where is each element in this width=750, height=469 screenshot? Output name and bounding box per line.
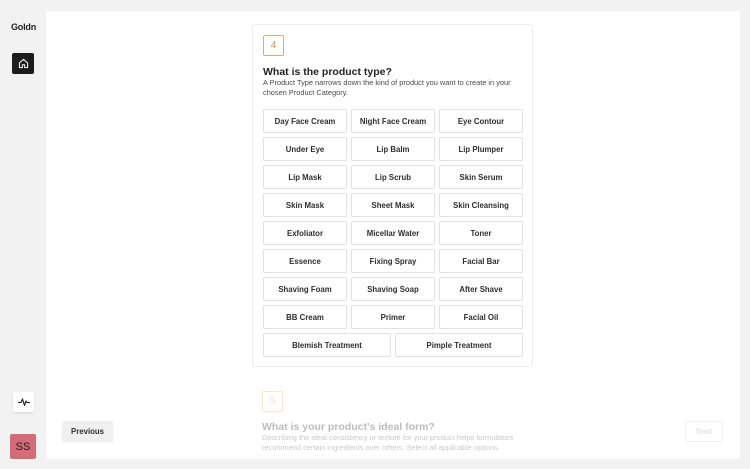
option-essence[interactable]: Essence [263, 249, 347, 273]
home-nav-button[interactable] [12, 53, 34, 74]
option-sheet-mask[interactable]: Sheet Mask [351, 193, 435, 217]
question-description: A Product Type narrows down the kind of product you want to create in your chosen Product Category. [263, 78, 511, 97]
option-skin-cleansing[interactable]: Skin Cleansing [439, 193, 523, 217]
option-shaving-soap[interactable]: Shaving Soap [351, 277, 435, 301]
option-pimple-treatment[interactable]: Pimple Treatment [395, 333, 523, 357]
product-form-card [252, 381, 533, 459]
option-fixing-spray[interactable]: Fixing Spray [351, 249, 435, 273]
previous-button[interactable]: Previous [62, 421, 113, 442]
next-button[interactable]: Next [685, 421, 723, 442]
option-night-face-cream[interactable]: Night Face Cream [351, 109, 435, 133]
activity-button[interactable] [13, 392, 34, 412]
option-primer[interactable]: Primer [351, 305, 435, 329]
option-micellar-water[interactable]: Micellar Water [351, 221, 435, 245]
option-facial-bar[interactable]: Facial Bar [439, 249, 523, 273]
question-description: Describing the ideal consistency or texture for your product helps formulators recommend certain ingredients over others. Select all applicable options. [262, 433, 514, 452]
option-day-face-cream[interactable]: Day Face Cream [263, 109, 347, 133]
option-lip-plumper[interactable]: Lip Plumper [439, 137, 523, 161]
question-title: What is your product's ideal form? [262, 421, 435, 433]
main-panel [46, 11, 740, 459]
option-toner[interactable]: Toner [439, 221, 523, 245]
option-lip-mask[interactable]: Lip Mask [263, 165, 347, 189]
product-type-card [252, 24, 533, 367]
activity-icon [18, 397, 30, 407]
home-icon [18, 58, 29, 69]
option-facial-oil[interactable]: Facial Oil [439, 305, 523, 329]
step-number-badge: 4 [263, 35, 284, 56]
product-type-options [263, 109, 523, 357]
step-number-badge: 5 [262, 391, 283, 412]
option-after-shave[interactable]: After Shave [439, 277, 523, 301]
option-lip-scrub[interactable]: Lip Scrub [351, 165, 435, 189]
option-eye-contour[interactable]: Eye Contour [439, 109, 523, 133]
option-blemish-treatment[interactable]: Blemish Treatment [263, 333, 391, 357]
option-skin-serum[interactable]: Skin Serum [439, 165, 523, 189]
option-lip-balm[interactable]: Lip Balm [351, 137, 435, 161]
app-logo[interactable]: Goldn [11, 22, 36, 32]
option-bb-cream[interactable]: BB Cream [263, 305, 347, 329]
sidebar [0, 0, 46, 469]
user-avatar[interactable]: SS [10, 434, 36, 459]
option-shaving-foam[interactable]: Shaving Foam [263, 277, 347, 301]
option-skin-mask[interactable]: Skin Mask [263, 193, 347, 217]
option-under-eye[interactable]: Under Eye [263, 137, 347, 161]
option-exfoliator[interactable]: Exfoliator [263, 221, 347, 245]
question-title: What is the product type? [263, 66, 392, 78]
